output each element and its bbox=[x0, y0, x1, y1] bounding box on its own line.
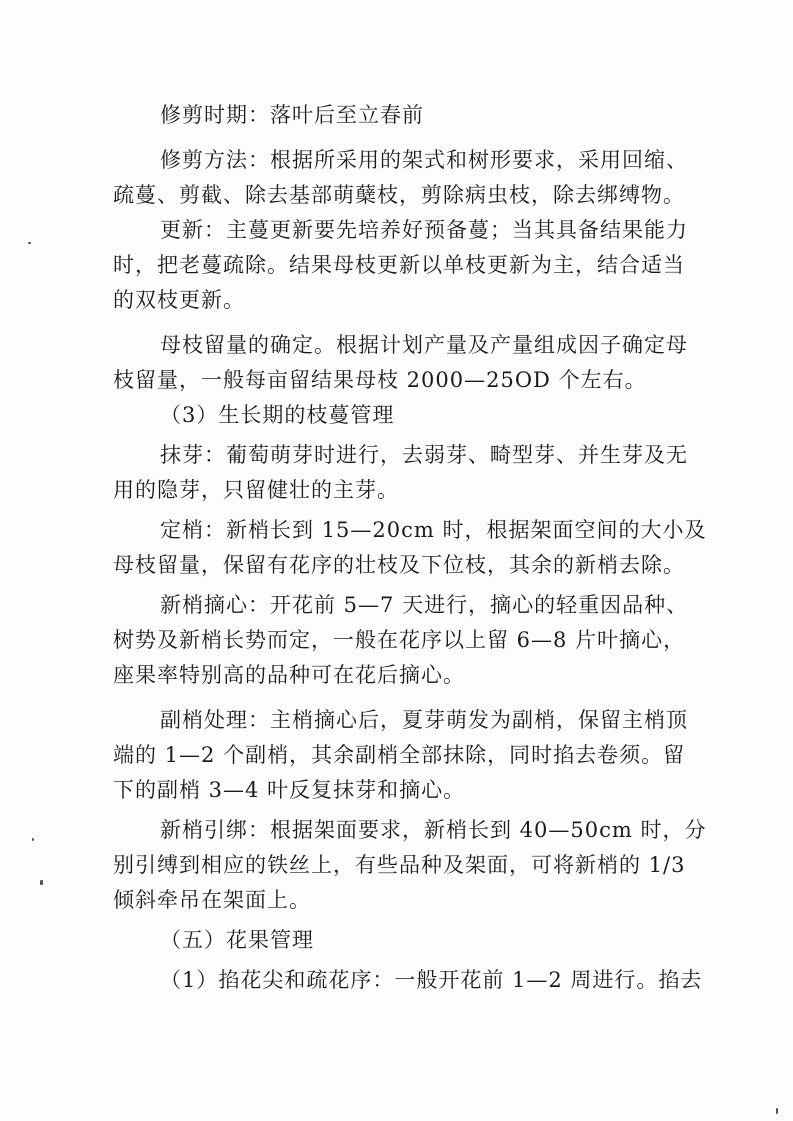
paragraph-line: 下的副梢 3—4 叶反复抹芽和摘心。 bbox=[113, 778, 466, 802]
scan-mark bbox=[776, 1108, 778, 1114]
scan-mark bbox=[40, 880, 43, 885]
paragraph-line: 别引缚到相应的铁丝上，有些品种及架面，可将新梢的 1/3 bbox=[113, 853, 686, 877]
paragraph-line: 母枝留量的确定。根据计划产量及产量组成因子确定母 bbox=[160, 333, 688, 357]
paragraph-line: 用的隐芽，只留健壮的主芽。 bbox=[113, 478, 399, 502]
paragraph-line: 新梢引绑：根据架面要求，新梢长到 40—50cm 时，分 bbox=[160, 818, 707, 842]
paragraph-line: 树势及新梢长势而定，一般在花序以上留 6—8 片叶摘心， bbox=[113, 628, 686, 652]
section-heading: （五）花果管理 bbox=[160, 928, 314, 952]
paragraph-line: 时，把老蔓疏除。结果母枝更新以单枝更新为主，结合适当 bbox=[113, 253, 685, 277]
paragraph-line: 抹芽：葡萄萌芽时进行，去弱芽、畸型芽、并生芽及无 bbox=[160, 443, 688, 467]
paragraph-line: 疏蔓、剪截、除去基部萌蘖枝，剪除病虫枝，除去绑缚物。 bbox=[113, 183, 685, 207]
paragraph-line: 副梢处理：主梢摘心后，夏芽萌发为副梢，保留主梢顶 bbox=[160, 708, 688, 732]
paragraph-line: 的双枝更新。 bbox=[113, 288, 245, 312]
paragraph-line: 定梢：新梢长到 15—20cm 时，根据架面空间的大小及 bbox=[160, 518, 707, 542]
paragraph-line: 新梢摘心：开花前 5—7 天进行，摘心的轻重因品种、 bbox=[160, 593, 689, 617]
paragraph-line: 枝留量，一般每亩留结果母枝 2000—25OD 个左右。 bbox=[113, 368, 647, 392]
section-heading: （3）生长期的枝蔓管理 bbox=[160, 403, 395, 427]
paragraph-line: 母枝留量，保留有花序的壮枝及下位枝，其余的新梢去除。 bbox=[113, 553, 685, 577]
paragraph-line: 更新：主蔓更新要先培养好预备蔓；当其具备结果能力 bbox=[160, 218, 688, 242]
scan-mark bbox=[28, 242, 31, 244]
scan-mark bbox=[32, 838, 34, 841]
paragraph-line: 修剪时期：落叶后至立春前 bbox=[160, 103, 424, 127]
paragraph-line: 端的 1—2 个副梢，其余副梢全部抹除，同时掐去卷须。留 bbox=[113, 743, 686, 767]
paragraph-line: 修剪方法：根据所采用的架式和树形要求，采用回缩、 bbox=[160, 148, 688, 172]
paragraph-line: （1）掐花尖和疏花序：一般开花前 1—2 周进行。掐去 bbox=[160, 968, 703, 992]
paragraph-line: 倾斜牵吊在架面上。 bbox=[113, 888, 311, 912]
paragraph-line: 座果率特别高的品种可在花后摘心。 bbox=[113, 663, 465, 687]
